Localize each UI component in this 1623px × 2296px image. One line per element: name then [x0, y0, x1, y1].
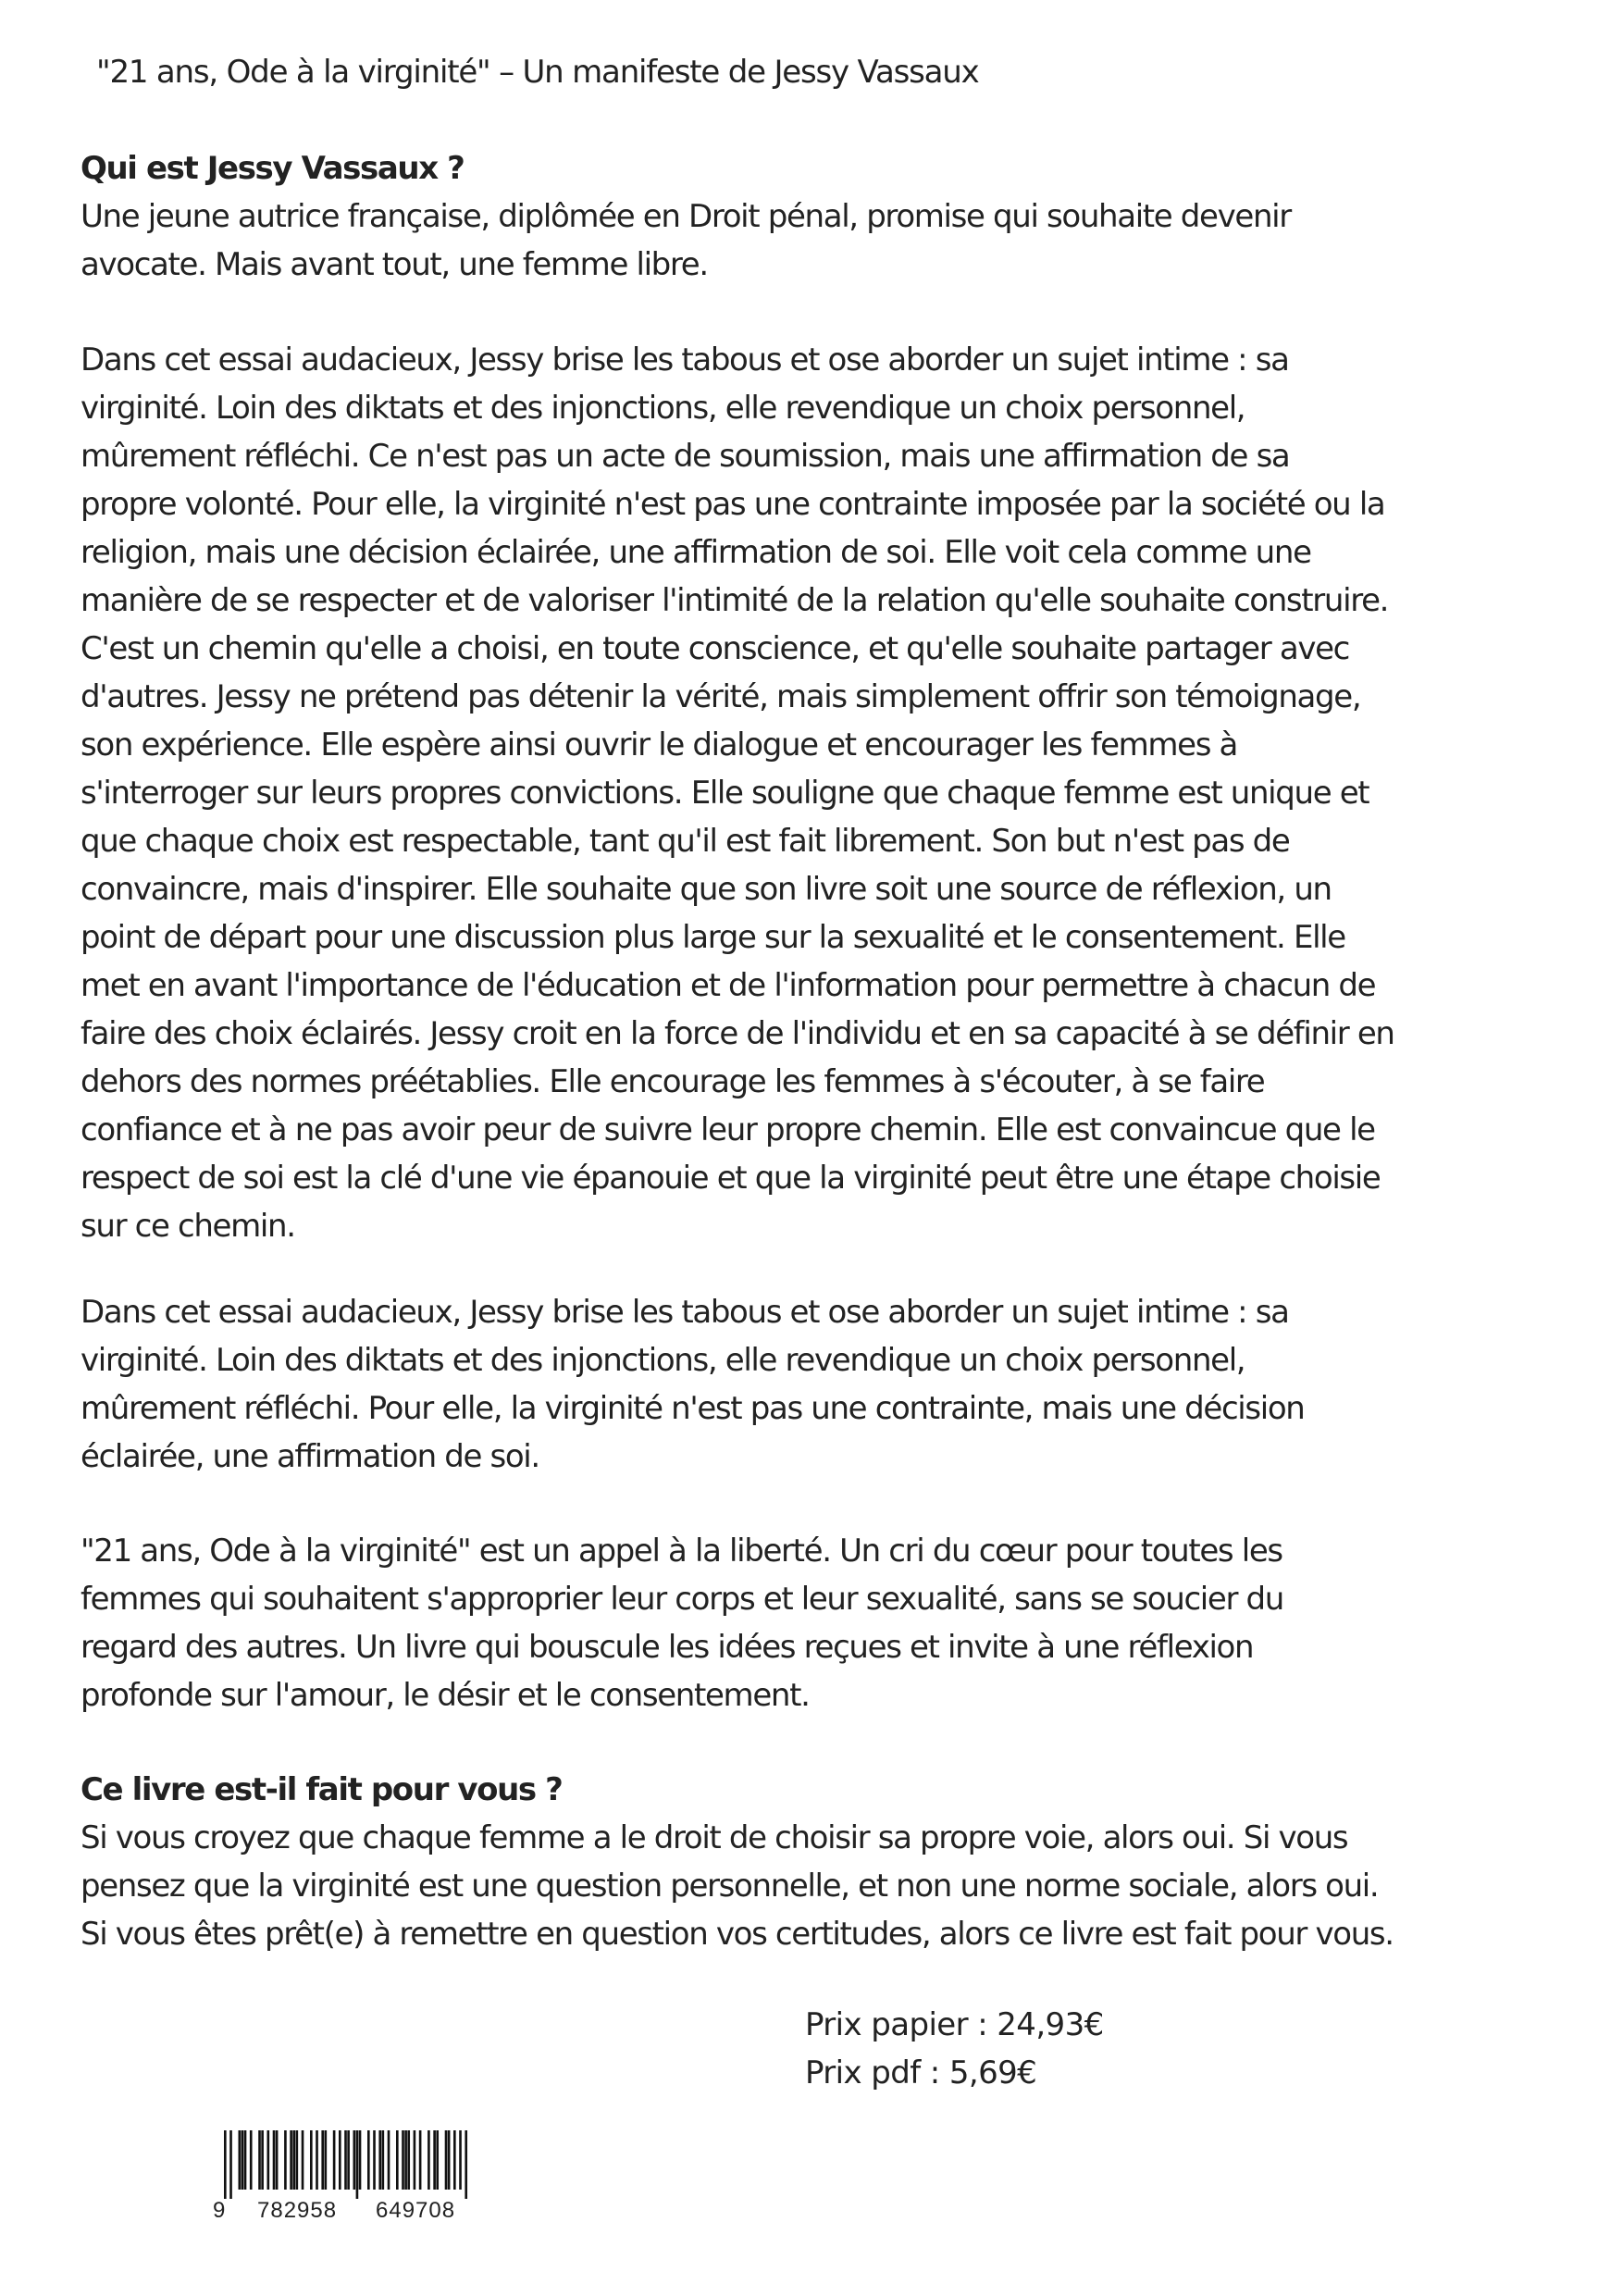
barcode-bar [378, 2130, 381, 2190]
body-line: convaincre, mais d'inspirer. Elle souhaite que son livre soit une source de réflexion, un [81, 871, 1332, 908]
barcode-bar [353, 2130, 356, 2190]
body-line: Une jeune autrice française, diplômée en Droit pénal, promise qui souhaite devenir [81, 198, 1291, 235]
body-line: que chaque choix est respectable, tant qu'il est fait librement. Son but n'est pas de [81, 823, 1290, 860]
barcode-bar [250, 2130, 253, 2190]
barcode-bar [453, 2130, 456, 2190]
body-line: virginité. Loin des diktats et des injonctions, elle revendique un choix personnel, [81, 390, 1245, 427]
barcode-bar [465, 2130, 467, 2199]
barcode-bar [402, 2130, 404, 2190]
barcode-bar [321, 2130, 324, 2190]
barcode-bar [325, 2130, 328, 2190]
barcode-bar [224, 2130, 227, 2199]
barcode-bar [344, 2130, 347, 2190]
body-line: C'est un chemin qu'elle a choisi, en toute conscience, et qu'elle souhaite partager avec [81, 630, 1350, 667]
barcode-digit-lead: 9 [213, 2198, 226, 2221]
barcode-bar [242, 2130, 244, 2190]
barcode-bar [419, 2130, 422, 2190]
paragraph-appeal [81, 1527, 1580, 1719]
barcode-bar [359, 2130, 362, 2190]
barcode-bar [356, 2130, 359, 2199]
body-line: Si vous êtes prêt(e) à remettre en question vos certitudes, alors ce livre est fait pour vous. [81, 1916, 1394, 1953]
body-line: Si vous croyez que chaque femme a le droit de choisir sa propre voie, alors oui. Si vous [81, 1819, 1348, 1856]
body-line: confiance et à ne pas avoir peur de suivre leur propre chemin. Elle est convaincue que le [81, 1111, 1375, 1148]
barcode-bar [459, 2130, 462, 2190]
body-line: femmes qui souhaitent s'approprier leur corps et leur sexualité, sans se soucier du [81, 1581, 1283, 1618]
barcode-bar [347, 2130, 350, 2190]
barcode-bar [267, 2130, 270, 2190]
body-line: met en avant l'importance de l'éducation et de l'information pour permettre à chacun de [81, 967, 1376, 1004]
barcode-bar [261, 2130, 264, 2190]
section-heading: Qui est Jessy Vassaux ? [81, 150, 465, 187]
body-line: Dans cet essai audacieux, Jessy brise les tabous et ose aborder un sujet intime : sa [81, 1294, 1289, 1331]
body-line: respect de soi est la clé d'une vie épanouie et que la virginité peut être une étape choisie [81, 1160, 1381, 1197]
body-line: faire des choix éclairés. Jessy croit en la force de l'individu et en sa capacité à se définir en [81, 1015, 1394, 1052]
body-line: éclairée, une affirmation de soi. [81, 1438, 539, 1475]
barcode-bar [229, 2130, 232, 2199]
body-line: "21 ans, Ode à la virginité" est un appel à la liberté. Un cri du cœur pour toutes les [81, 1533, 1282, 1570]
section-author [81, 144, 1580, 289]
barcode-bar [310, 2130, 313, 2190]
barcode-bar [239, 2130, 242, 2190]
barcode-bar [436, 2130, 439, 2190]
barcode-graphic [211, 2128, 479, 2221]
document-title: "21 ans, Ode à la virginité" – Un manifeste de Jessy Vassaux [96, 54, 979, 91]
barcode-bar [296, 2130, 299, 2190]
barcode-icon [211, 2128, 479, 2221]
barcode-bar [339, 2130, 341, 2190]
barcode-bar [373, 2130, 376, 2190]
body-line: point de départ pour une discussion plus large sur la sexualité et le consentement. Elle [81, 919, 1345, 956]
section-for-you [81, 1766, 1580, 1958]
barcode-bar [367, 2130, 370, 2190]
body-line: religion, mais une décision éclairée, une affirmation de soi. Elle voit cela comme une [81, 534, 1311, 571]
barcode-bar [258, 2130, 261, 2190]
body-line: virginité. Loin des diktats et des injonctions, elle revendique un choix personnel, [81, 1342, 1245, 1379]
body-line: manière de se respecter et de valoriser l'intimité de la relation qu'elle souhaite construire. [81, 582, 1389, 619]
barcode-bar [445, 2130, 448, 2190]
barcode-bar [316, 2130, 318, 2190]
barcode-bar [244, 2130, 247, 2190]
barcode-bar [427, 2130, 430, 2190]
barcode-bar [302, 2130, 304, 2190]
body-line: sur ce chemin. [81, 1208, 295, 1245]
barcode-bar [407, 2130, 410, 2190]
price-paper: Prix papier : 24,93€ [805, 2006, 1104, 2043]
body-line: propre volonté. Pour elle, la virginité n'est pas une contrainte imposée par la société ou la [81, 486, 1385, 523]
barcode-bar [276, 2130, 279, 2190]
barcode-bar [388, 2130, 390, 2190]
body-line: profonde sur l'amour, le désir et le consentement. [81, 1677, 810, 1714]
body-line: mûrement réfléchi. Ce n'est pas un acte de soumission, mais une affirmation de sa [81, 438, 1290, 475]
barcode-bar [273, 2130, 276, 2190]
body-line: avocate. Mais avant tout, une femme libre. [81, 246, 708, 283]
body-line: regard des autres. Un livre qui bouscule les idées reçues et invite à une réflexion [81, 1629, 1254, 1666]
price-block [805, 2001, 1104, 2097]
barcode-digits-right: 649708 [376, 2198, 456, 2221]
price-pdf: Prix pdf : 5,69€ [805, 2054, 1037, 2091]
barcode-bar [433, 2130, 436, 2190]
barcode-bar [292, 2130, 295, 2190]
section-heading: Ce livre est-il fait pour vous ? [81, 1771, 563, 1808]
barcode-bar [382, 2130, 385, 2190]
barcode-bar [284, 2130, 287, 2190]
barcode-bar [333, 2130, 336, 2190]
barcode-bar [448, 2130, 451, 2190]
barcode-bar [396, 2130, 399, 2190]
paragraph-essay-short [81, 1288, 1580, 1481]
barcode-bar [414, 2130, 416, 2190]
body-line: pensez que la virginité est une question personnelle, et non une norme sociale, alors oui. [81, 1868, 1379, 1905]
barcode-bar [290, 2130, 292, 2190]
barcode-digits-left: 782958 [257, 2198, 338, 2221]
body-line: dehors des normes préétablies. Elle encourage les femmes à s'écouter, à se faire [81, 1063, 1265, 1100]
paragraph-essay-long [81, 336, 1580, 1250]
body-line: s'interroger sur leurs propres convictions. Elle souligne que chaque femme est unique et [81, 775, 1369, 812]
body-line: son expérience. Elle espère ainsi ouvrir le dialogue et encourager les femmes à [81, 726, 1238, 763]
body-line: Dans cet essai audacieux, Jessy brise les tabous et ose aborder un sujet intime : sa [81, 341, 1289, 379]
body-line: mûrement réfléchi. Pour elle, la virginité n'est pas une contrainte, mais une décision [81, 1390, 1305, 1427]
barcode-bar [404, 2130, 407, 2190]
body-line: d'autres. Jessy ne prétend pas détenir la vérité, mais simplement offrir son témoignage, [81, 678, 1361, 715]
